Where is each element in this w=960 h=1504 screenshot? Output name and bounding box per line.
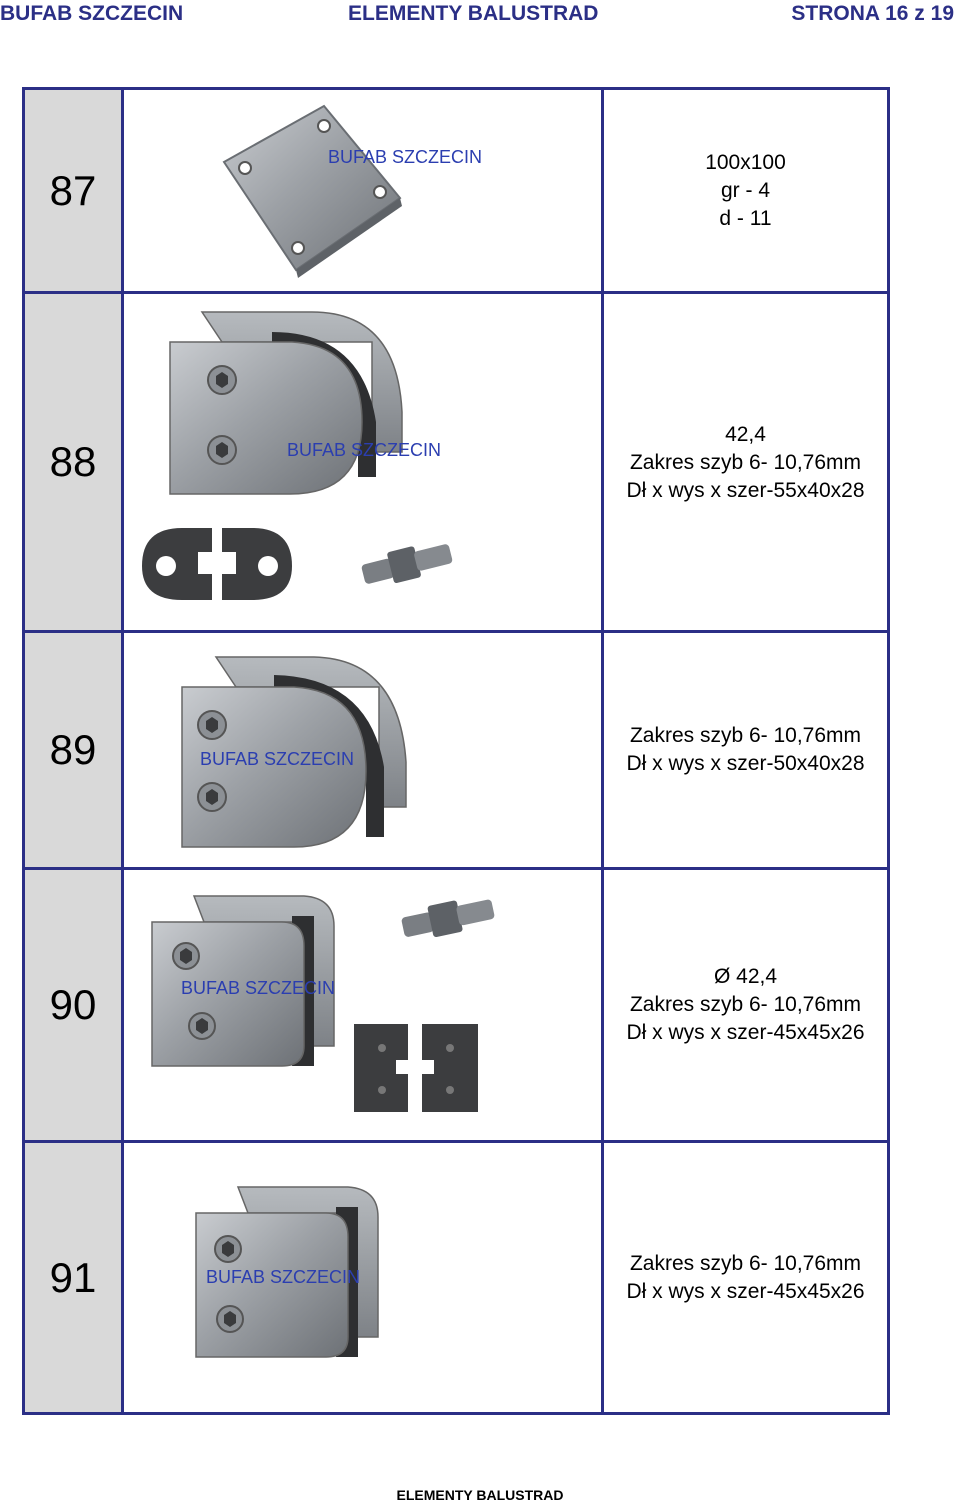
- spec-line: Dł x wys x szer-45x45x26: [626, 1279, 865, 1303]
- product-row: [22, 870, 890, 1143]
- pin-icon: [394, 888, 504, 948]
- product-number: 91: [22, 1143, 124, 1415]
- product-number: 90: [22, 870, 124, 1143]
- rubber-pads-image: [346, 1020, 486, 1120]
- product-row: [22, 294, 890, 633]
- watermark: BUFAB SZCZECIN: [181, 978, 336, 998]
- page-header: [0, 0, 960, 28]
- product-specs: [604, 294, 890, 633]
- product-image-cell: [124, 87, 604, 294]
- product-specs: [604, 633, 890, 870]
- product-image-cell: [124, 1143, 604, 1415]
- spec-line: Dł x wys x szer-45x45x26: [626, 1021, 865, 1044]
- rounded-clamp-image: [162, 302, 417, 502]
- spec-line: 42,4: [725, 423, 766, 446]
- spec-line: Ø 42,4: [713, 965, 778, 988]
- pin-icon: [352, 534, 462, 594]
- spec-line: Zakres szyb 6- 10,76mm: [629, 451, 862, 474]
- spec-line: Zakres szyb 6- 10,76mm: [629, 993, 862, 1016]
- watermark: BUFAB SZCZECIN: [206, 1267, 361, 1287]
- product-image-cell: [124, 633, 604, 870]
- product-specs: [604, 87, 890, 294]
- watermark: BUFAB SZCZECIN: [287, 440, 442, 460]
- spec-line: Zakres szyb 6- 10,76mm: [629, 724, 862, 747]
- watermark: BUFAB SZCZECIN: [200, 749, 355, 769]
- product-image-cell: [124, 870, 604, 1143]
- spec-line: d - 11: [719, 206, 772, 230]
- header-page-number: STRONA 16 z 19: [791, 2, 954, 25]
- mounting-plate-image: [204, 102, 434, 277]
- product-number: 87: [22, 87, 124, 294]
- product-image-cell: [124, 294, 604, 633]
- product-row: [22, 87, 890, 294]
- header-section-title: ELEMENTY BALUSTRAD: [348, 2, 599, 25]
- rubber-inserts-image: [132, 516, 302, 608]
- spec-line: 100x100: [705, 150, 786, 174]
- product-row: [22, 633, 890, 870]
- product-specs: [604, 1143, 890, 1415]
- spec-line: Zakres szyb 6- 10,76mm: [629, 1251, 862, 1275]
- watermark: BUFAB SZCZECIN: [328, 147, 483, 167]
- header-company: BUFAB SZCZECIN: [0, 2, 184, 25]
- product-specs: [604, 870, 890, 1143]
- product-row: [22, 1143, 890, 1415]
- spec-line: Dł x wys x szer-50x40x28: [626, 752, 865, 775]
- product-number: 88: [22, 294, 124, 633]
- page-footer: ELEMENTY BALUSTRAD: [396, 1487, 564, 1503]
- product-table: [22, 87, 890, 1415]
- spec-line: Dł x wys x szer-55x40x28: [626, 479, 865, 502]
- product-number: 89: [22, 633, 124, 870]
- spec-line: gr - 4: [720, 178, 770, 202]
